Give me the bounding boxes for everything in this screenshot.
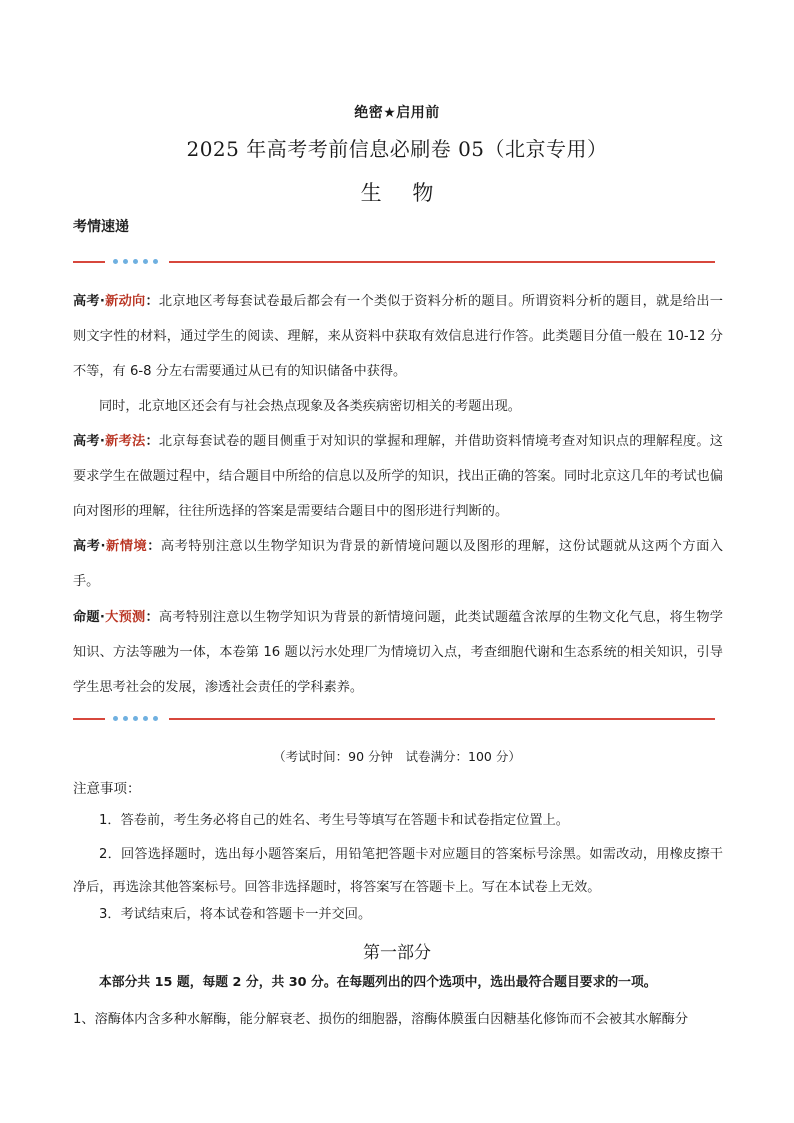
divider-dot	[133, 259, 138, 264]
item-label-highlight: 大预测	[104, 610, 146, 625]
item-label-prefix: 高考·	[73, 434, 105, 449]
divider-dot	[143, 716, 148, 721]
item-label-prefix: 命题·	[73, 610, 105, 625]
top-divider	[73, 257, 715, 267]
overview-item-prediction	[73, 600, 723, 705]
divider-dot	[123, 716, 128, 721]
item-text: 北京地区考每套试卷最后都会有一个类似于资料分析的题目。所谓资料分析的题目，就是给出一则文字性的材料，通过学生的阅读、理解，来从资料中获取有效信息进行作答。此类题目分值一般在 10-12 分不等，有 6-8 分左右需要通过从已有的知识储备中获得。	[73, 294, 723, 379]
divider-dot	[143, 259, 148, 264]
divider-line-left	[73, 718, 105, 720]
item-text: 北京每套试卷的题目侧重于对知识的掌握和理解，并借助资料情境考查对知识点的理解程度。这要求学生在做题过程中，结合题目中所给的信息以及所学的知识，找出正确的答案。同时北京这几年的考试也偏向对图形的理解，往往所选择的答案是需要结合题目中的图形进行判断的。	[73, 434, 723, 519]
part-one-title: 第一部分	[363, 943, 431, 963]
item-text: 高考特别注意以生物学知识为背景的新情境问题以及图形的理解，这份试题就从这两个方面入手。	[73, 539, 724, 589]
item-label-suffix: ：	[147, 539, 161, 554]
paper-title: 2025 年高考考前信息必刷卷 05（北京专用）	[186, 137, 608, 161]
instructions-text: 本部分共 15 题，每题 2 分，共 30 分。在每题列出的	[99, 975, 414, 990]
divider-line-right	[169, 718, 715, 720]
divider-dot	[113, 259, 118, 264]
item-label-highlight: 新动向	[104, 294, 146, 309]
item-label-suffix: ：	[145, 434, 159, 449]
question-1-text: 1、溶酶体内含多种水解酶，能分解衰老、损伤的细胞器，溶酶体膜蛋白因糖基化修饰而不会被其水解酶分	[73, 1012, 689, 1027]
item-label-suffix: ：	[145, 610, 159, 625]
overview-item-new-method	[73, 424, 723, 529]
bottom-divider	[73, 714, 715, 724]
instructions-text: ，选出最符合题目要求的一项。	[477, 975, 657, 990]
item-label-highlight: 新情境	[105, 539, 148, 554]
item-label-prefix: 高考·	[73, 539, 106, 554]
subject-title: 生 物	[360, 181, 446, 205]
notice-item: 3．考试结束后，将本试卷和答题卡一并交回。	[99, 907, 372, 922]
divider-dot	[153, 259, 158, 264]
divider-dot	[153, 716, 158, 721]
divider-dots	[113, 715, 163, 723]
divider-dot	[133, 716, 138, 721]
overview-item-new-context	[73, 529, 723, 599]
divider-dots	[113, 258, 163, 266]
overview-heading: 考情速递	[73, 219, 129, 235]
divider-line-right	[169, 261, 715, 263]
item-text: 同时，北京地区还会有与社会热点现象及各类疾病密切相关的考题出现。	[99, 399, 521, 414]
item-text: 高考特别注意以生物学知识为背景的新情境问题，此类试题蕴含浓厚的生物文化气息，将生物学知识、方法等融为一体，本卷第 16 题以污水处理厂为情境切入点，考查细胞代谢和生态系统的相关知识，引导学生思考社会的发展，渗透社会责任的学科素养。	[73, 610, 723, 695]
divider-line-left	[73, 261, 105, 263]
notice-item: 1．答卷前，考生务必将自己的姓名、考生号等填写在答题卡和试卷指定位置上。	[99, 813, 569, 828]
exam-info: （考试时间：90 分钟 试卷满分：100 分）	[273, 749, 521, 764]
instructions-emphasis: 四个选项中	[413, 975, 478, 990]
overview-item-hot-topics	[73, 389, 723, 424]
overview-item-new-trend	[73, 284, 723, 389]
part-one-instructions	[73, 969, 723, 997]
item-label-suffix: ：	[145, 294, 159, 309]
notice-item: 2．回答选择题时，选出每小题答案后，用铅笔把答题卡对应题目的答案标号涂黑。如需改动，用橡皮擦干净后，再选涂其他答案标号。回答非选择题时，将答案写在答题卡上。写在本试卷上无效。	[73, 847, 723, 895]
confidential-mark: 绝密★启用前	[354, 105, 440, 121]
divider-dot	[113, 716, 118, 721]
notice-heading: 注意事项：	[73, 781, 141, 797]
item-label-highlight: 新考法	[104, 434, 146, 449]
divider-dot	[123, 259, 128, 264]
item-label-prefix: 高考·	[73, 294, 105, 309]
